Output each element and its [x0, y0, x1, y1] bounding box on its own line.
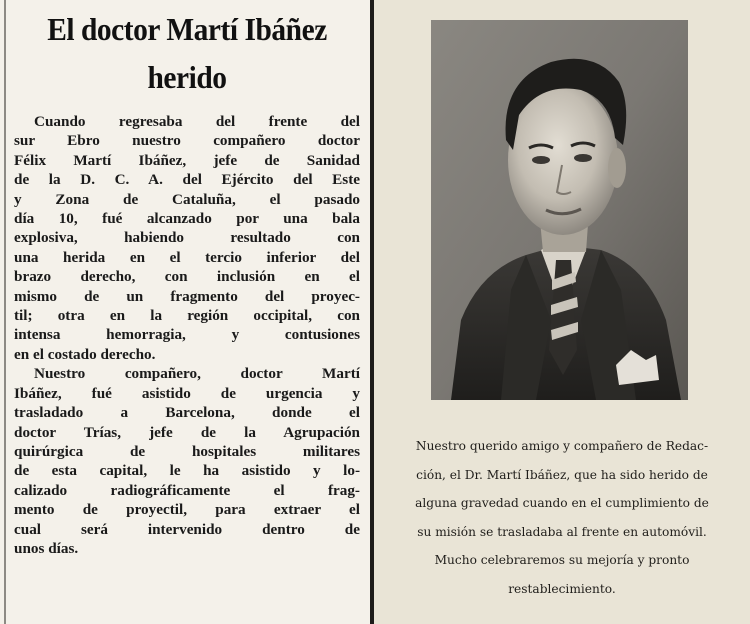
- article-line: calizado radiográficamente el frag-: [14, 481, 360, 499]
- article-line: en el costado derecho.: [14, 345, 156, 363]
- magazine-page: [374, 0, 750, 624]
- portrait-photo-icon: [431, 20, 688, 400]
- article-line: sur Ebro nuestro compañero doctor: [14, 132, 360, 150]
- article-line: de la D. C. A. del Ejército del Este: [14, 171, 360, 189]
- clipping-edge: [4, 0, 6, 624]
- article-line: Cuando regresaba del frente del: [34, 113, 360, 130]
- caption-line: su misión se trasladaba al frente en automóvil.: [417, 524, 707, 539]
- article-line: cual será intervenido dentro de: [14, 520, 360, 538]
- article-line: Ibáñez, fué asistido de urgencia y: [14, 384, 360, 402]
- article-line: quirúrgica de hospitales militares: [14, 442, 360, 460]
- article-line: de esta capital, le ha asistido y lo-: [14, 462, 360, 480]
- article-line: explosiva, habiendo resultado con: [14, 229, 360, 247]
- article-line: mismo de un fragmento del proyec-: [14, 287, 360, 305]
- headline: [28, 6, 346, 100]
- headline-line-2: herido: [147, 59, 227, 95]
- headline-line-1: El doctor Martí Ibáñez: [47, 11, 327, 47]
- caption-line: alguna gravedad cuando en el cumplimiento de: [415, 496, 709, 510]
- article-line: brazo derecho, con inclusión en el: [14, 268, 360, 286]
- newspaper-clipping: [0, 0, 370, 624]
- article-line: doctor Trías, jefe de la Agrupación: [14, 423, 360, 441]
- caption-line: restablecimiento.: [508, 581, 616, 596]
- article-line: día 10, fué alcanzado por una bala: [14, 210, 360, 228]
- article-line: trasladado a Barcelona, donde el: [14, 404, 360, 422]
- article-line: Félix Martí Ibáñez, jefe de Sanidad: [14, 151, 360, 169]
- article-line: una herida en el tercio inferior del: [14, 248, 360, 266]
- article-body: [14, 112, 360, 558]
- article-line: intensa hemorragia, y contusiones: [14, 326, 360, 344]
- article-line: unos días.: [14, 539, 79, 557]
- caption-line: Mucho celebraremos su mejoría y pronto: [434, 553, 690, 567]
- article-line: mento de proyectil, para extraer el: [14, 501, 360, 519]
- article-line: til; otra en la región occipital, con: [14, 307, 360, 325]
- article-line: y Zona de Cataluña, el pasado: [14, 190, 360, 208]
- portrait-photo: [431, 20, 688, 400]
- caption-line: Nuestro querido amigo y compañero de Redac-: [415, 439, 709, 453]
- article-line: Nuestro compañero, doctor Martí: [34, 365, 360, 383]
- photo-caption: [384, 432, 740, 603]
- caption-line: ción, el Dr. Martí Ibáñez, que ha sido herido de: [416, 467, 708, 482]
